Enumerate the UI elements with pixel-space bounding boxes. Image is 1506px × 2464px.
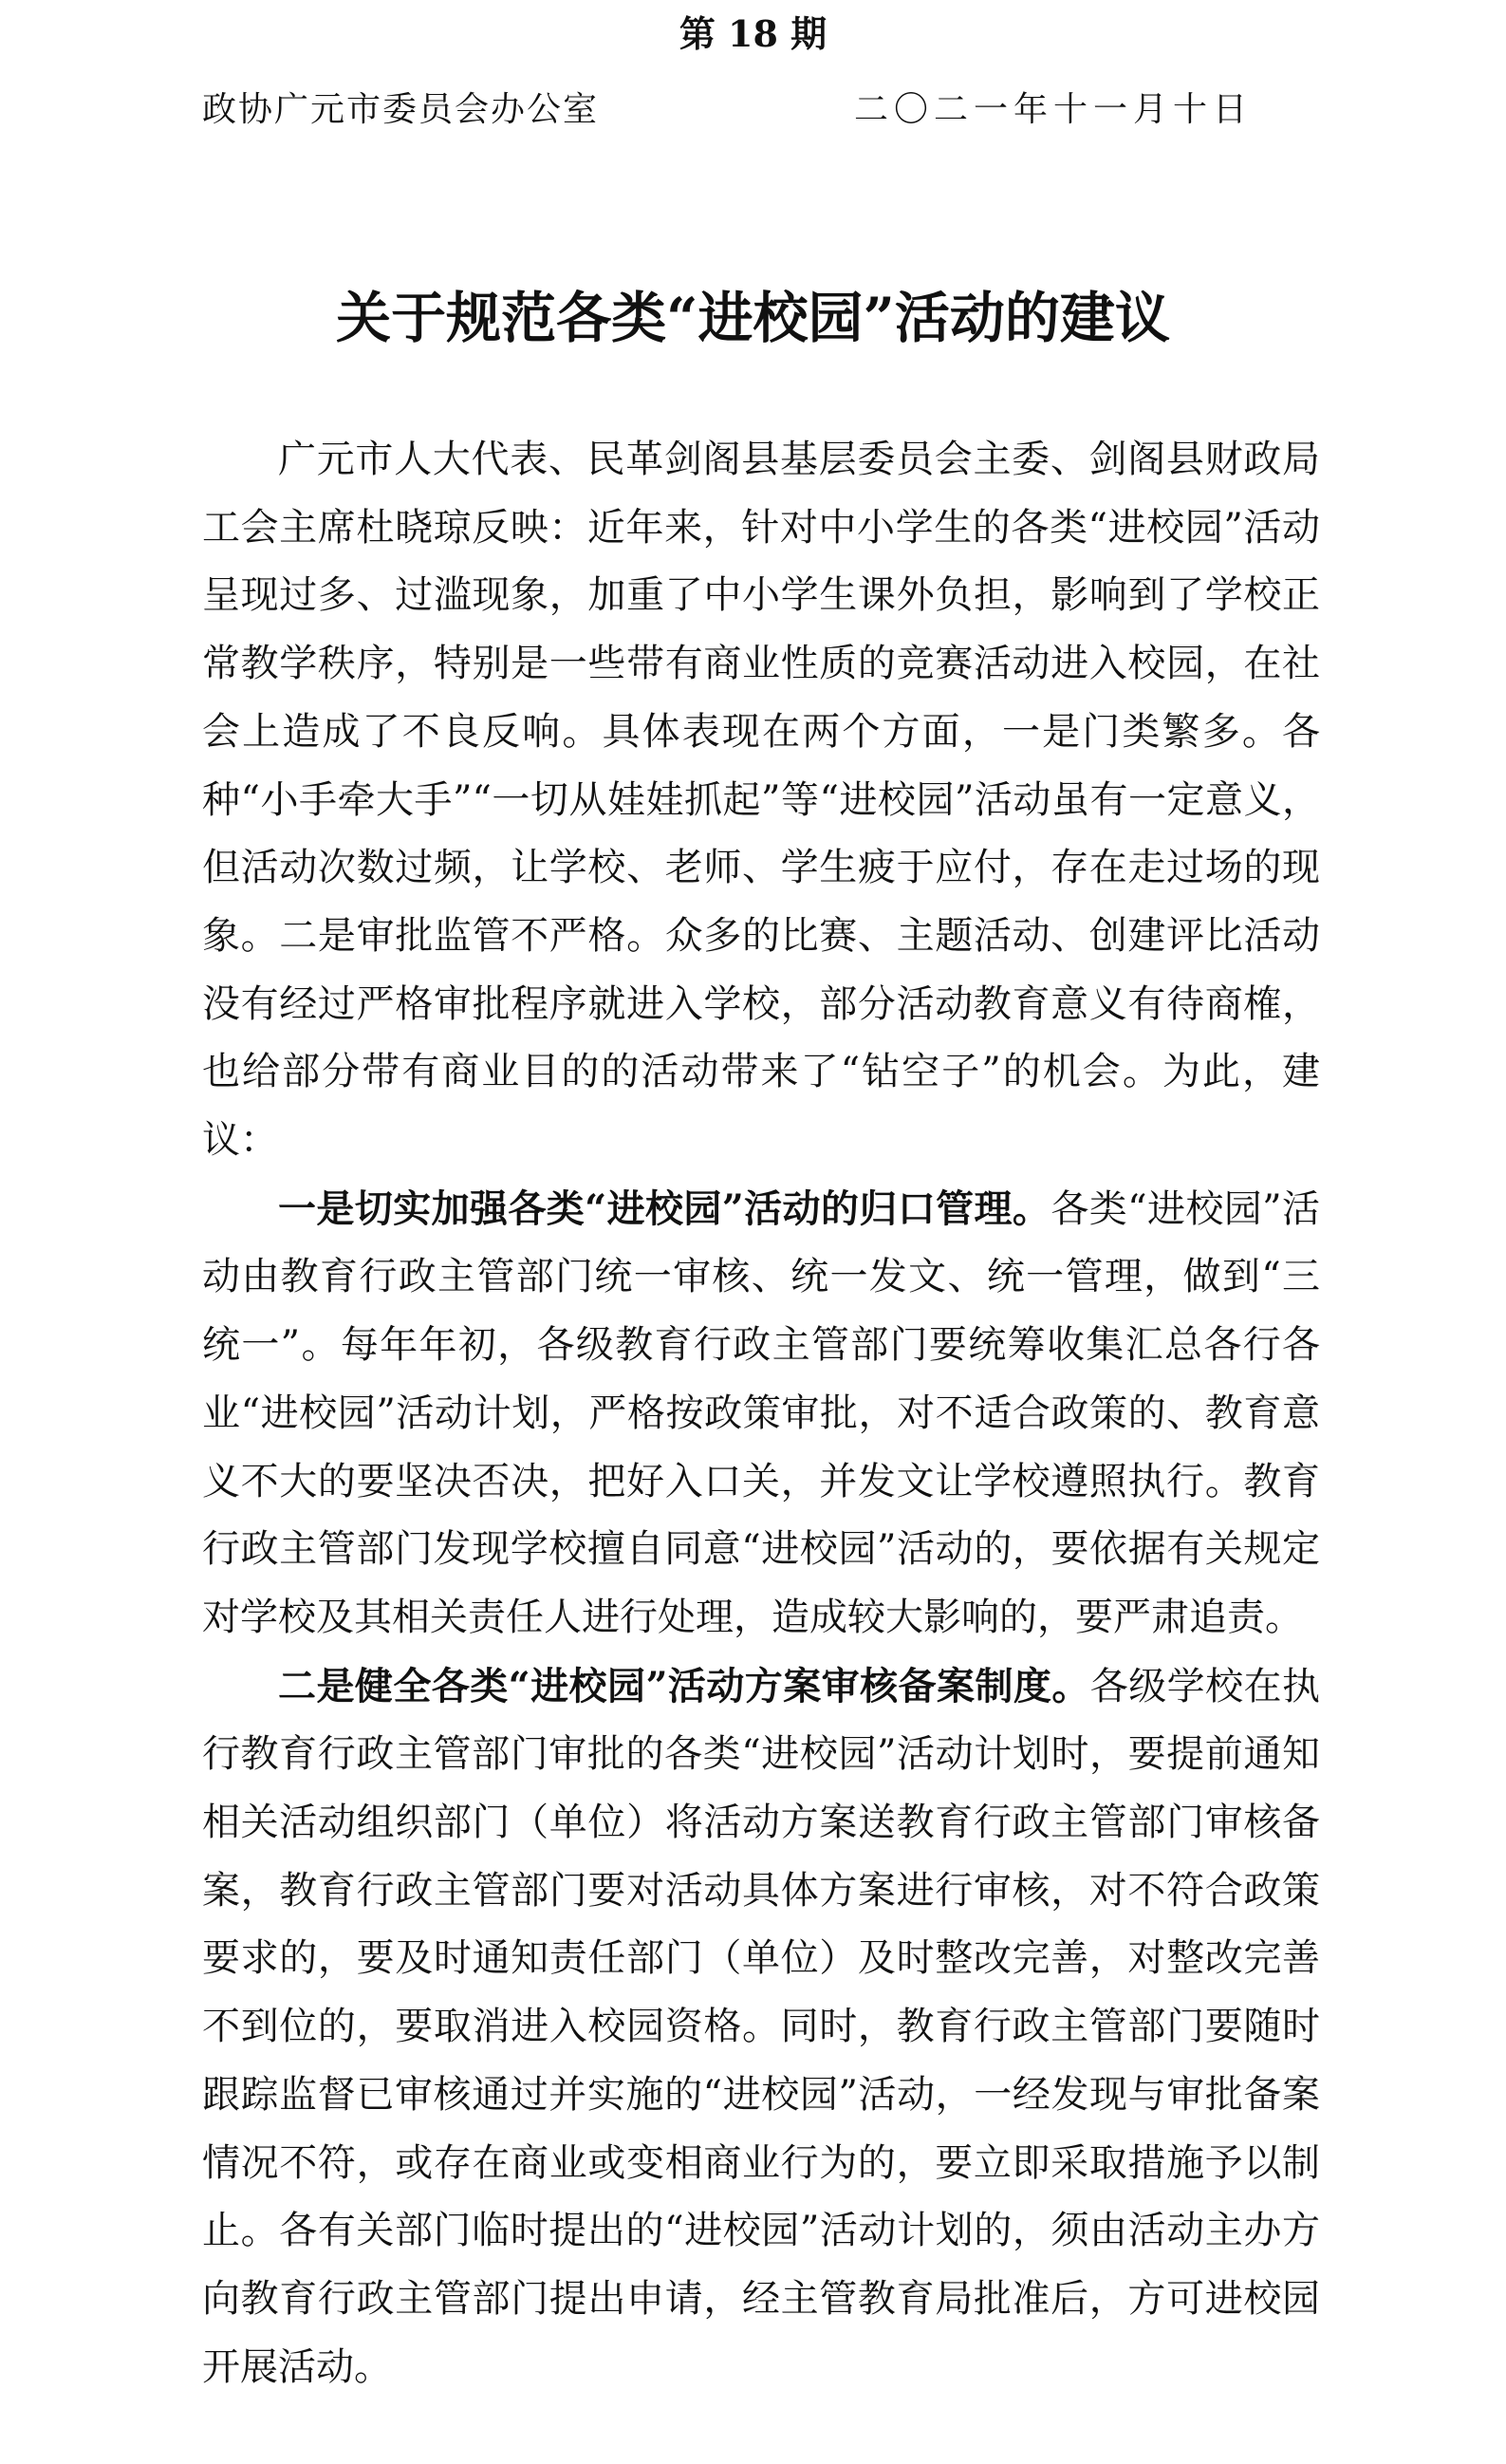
paragraph-intro: [202, 425, 1320, 1175]
paragraph-text: 各级学校在执行教育行政主管部门审批的各类“进校园”活动计划时，要提前通知相关活动组织部门（单位）将活动方案送教育行政主管部门审核备案，教育行政主管部门要对活动具体方案进行审核，对不符合政策要求的，要及时通知责任部门（单位）及时整改完善，对整改完善不到位的，要取消进入校园资格。同时，教育行政主管部门要随时跟踪监督已审核通过并实施的“进校园”活动，一经发现与审批备案情况不符，或存在商业或变相商业行为的，要立即采取措施予以制止。各有关部门临时提出的“进校园”活动计划的，须由活动主办方向教育行政主管部门提出申请，经主管教育局批准后，方可进校园开展活动。: [202, 1664, 1321, 2389]
issue-date: 二〇二一年十一月十日: [854, 90, 1254, 129]
paragraph-text: 各类“进校园”活动由教育行政主管部门统一审核、统一发文、统一管理，做到“三统一”。每年年初，各级教育行政主管部门要统筹收集汇总各行各业“进校园”活动计划，严格按政策审批，对不适合政策的、教育意义不大的要坚决否决，把好入口关，并发文让学校遵照执行。教育行政主管部门发现学校擅自同意“进校园”活动的，要依据有关规定对学校及其相关责任人进行处理，造成较大影响的，要严肃追责。: [202, 1186, 1320, 1639]
paragraph-text: 广元市人大代表、民革剑阁县基层委员会主委、剑阁县财政局工会主席杜晓琼反映：近年来，针对中小学生的各类“进校园”活动呈现过多、过滥现象，加重了中小学生课外负担，影响到了学校正常教学秩序，特别是一些带有商业性质的竞赛活动进入校园，在社会上造成了不良反响。具体表现在两个方面，一是门类繁多。各种“小手牵大手”“一切从娃娃抓起”等“进校园”活动虽有一定意义，但活动次数过频，让学校、老师、学生疲于应付，存在走过场的现象。二是审批监管不严格。众多的比赛、主题活动、创建评比活动没有经过严格审批程序就进入学校，部分活动教育意义有待商榷，也给部分带有商业目的的活动带来了“钻空子”的机会。为此，建议：: [202, 438, 1320, 1163]
paragraph-lead: 二是健全各类“进校园”活动方案审核备案制度。: [278, 1663, 1090, 1708]
paragraph-suggestion-1: [202, 1175, 1320, 1652]
paragraph-suggestion-2: [202, 1652, 1320, 2402]
issue-number: 第 18 期: [679, 12, 827, 55]
issuing-office: 政协广元市委员会办公室: [202, 90, 600, 129]
document-body: [202, 425, 1320, 2401]
paragraph-lead: 一是切实加强各类“进校园”活动的归口管理。: [278, 1185, 1051, 1231]
document-title: 关于规范各类“进校园”活动的建议: [336, 286, 1170, 350]
